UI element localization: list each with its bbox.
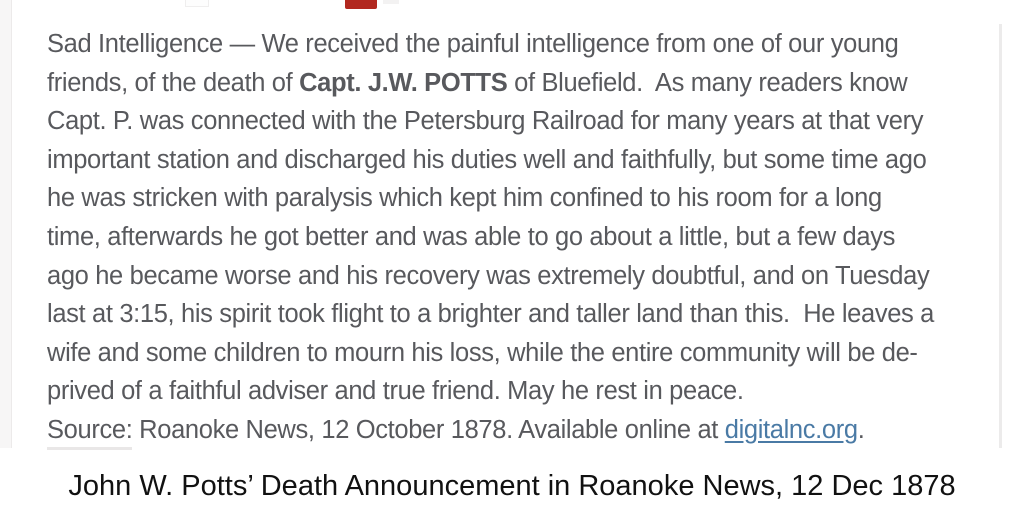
text-segment: Sad Intelligence — We received the painful intelligence from one of our young xyxy=(47,30,899,58)
article-line xyxy=(47,257,934,296)
text-segment: Capt. J.W. POTTS xyxy=(299,68,508,97)
right-edge-line xyxy=(999,24,1002,448)
text-segment: ago he became worse and his recovery was extremely doubtful, and on Tuesday xyxy=(47,261,930,290)
image-caption: John W. Potts’ Death Announcement in Roanoke News, 12 Dec 1878 xyxy=(68,470,956,502)
article-line xyxy=(47,141,934,180)
text-segment: of Bluefield. As many readers know xyxy=(507,68,908,97)
digitalnc-link[interactable]: digitalnc.org xyxy=(724,415,858,444)
faint-top-mark xyxy=(185,0,209,7)
text-segment: Capt. P. was connected with the Petersburg Railroad for many years at that very xyxy=(47,107,924,136)
article-line xyxy=(47,179,934,218)
article-line xyxy=(47,372,934,411)
text-segment: prived of a faithful adviser and true friend. May he rest in peace. xyxy=(47,377,744,406)
text-segment: . xyxy=(857,415,865,444)
article-line xyxy=(47,64,934,103)
article-line xyxy=(47,218,934,257)
source-label: Source: xyxy=(47,416,132,450)
text-segment: Roanoke News, 12 October 1878. Available online at xyxy=(132,415,725,444)
article-text xyxy=(47,25,934,450)
article-line xyxy=(47,102,934,141)
text-segment: wife and some children to mourn his loss, while the entire community will be de- xyxy=(47,338,918,367)
article-line xyxy=(47,334,934,373)
article-line xyxy=(47,295,934,334)
top-red-bar xyxy=(345,0,377,9)
article-line xyxy=(47,25,934,64)
article-line xyxy=(47,411,934,450)
text-segment: important station and discharged his duties well and faithfully, but some time ago xyxy=(47,145,927,174)
text-segment: time, afterwards he got better and was able to go about a little, but a few days xyxy=(47,222,896,251)
faint-top-mark xyxy=(383,0,399,4)
text-segment: friends, of the death of xyxy=(47,68,300,97)
left-margin-strip xyxy=(0,0,12,448)
text-segment: he was stricken with paralysis which kept him confined to his room for a long xyxy=(47,184,882,213)
text-segment: last at 3:15, his spirit took flight to a brighter and taller land than this. He leaves a xyxy=(47,300,935,329)
